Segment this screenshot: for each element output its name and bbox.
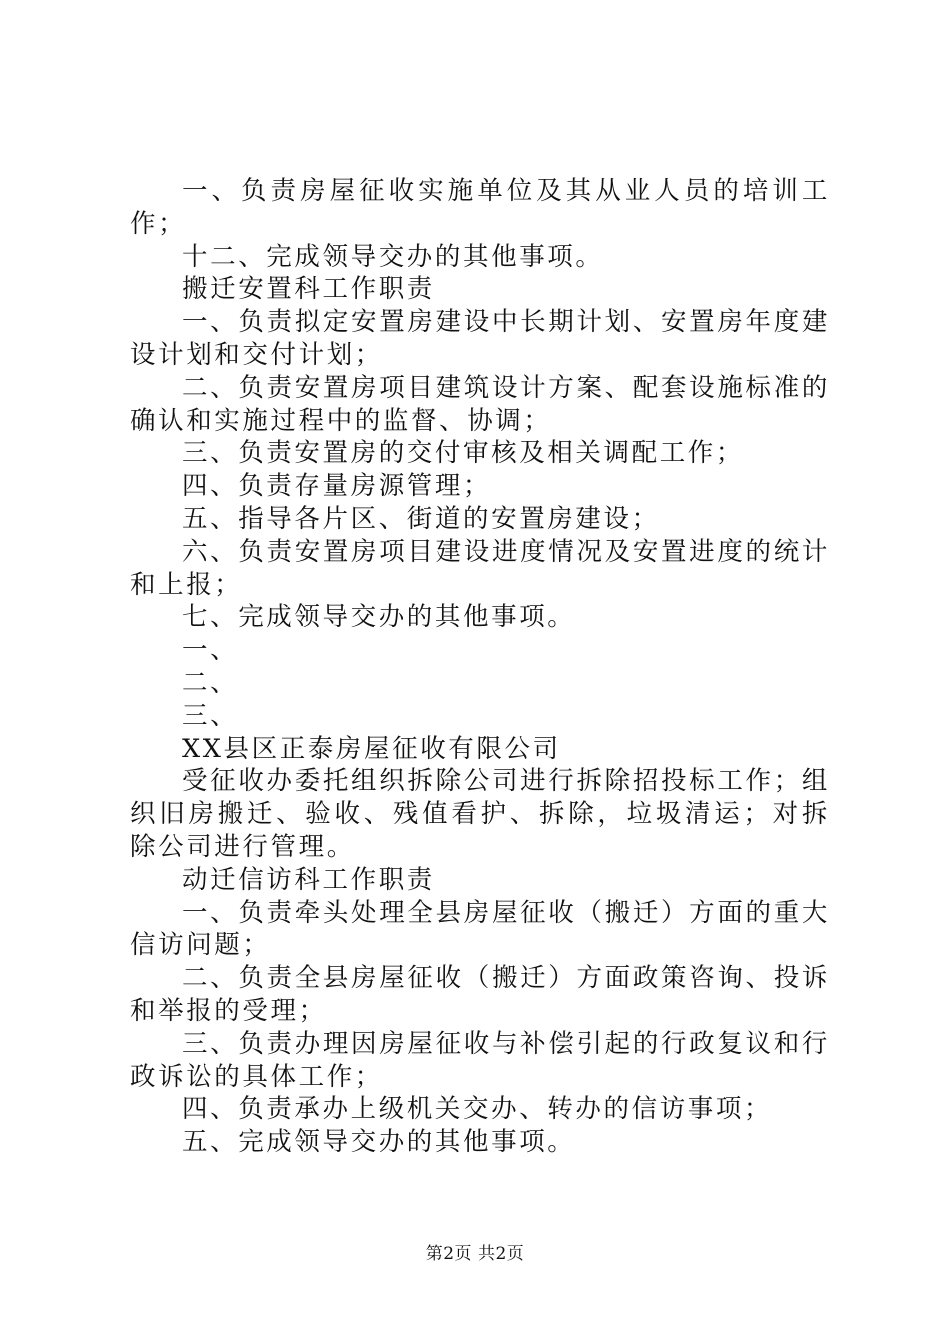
page-number-footer: 第2页 共2页 <box>425 1244 525 1264</box>
document-body <box>130 175 830 1159</box>
paragraph: 二、负责安置房项目建筑设计方案、配套设施标准的确认和实施过程中的监督、协调； <box>130 372 830 436</box>
paragraph: 受征收办委托组织拆除公司进行拆除招投标工作；组织旧房搬迁、验收、残值看护、拆除，垃圾清运；对拆除公司进行管理。 <box>130 766 830 862</box>
paragraph: 十二、完成领导交办的其他事项。 <box>182 241 604 272</box>
paragraph: 一、 <box>182 635 239 666</box>
paragraph: 一、负责牵头处理全县房屋征收（搬迁）方面的重大信访问题； <box>130 897 830 961</box>
section-heading: XX县区正泰房屋征收有限公司 <box>182 733 561 764</box>
paragraph: 一、负责拟定安置房建设中长期计划、安置房年度建设计划和交付计划； <box>130 307 830 370</box>
section-heading: 动迁信访科工作职责 <box>182 864 435 895</box>
paragraph: 四、负责存量房源管理； <box>182 471 492 502</box>
paragraph: 三、 <box>182 700 239 731</box>
paragraph: 二、 <box>182 667 239 698</box>
paragraph: 四、负责承办上级机关交办、转办的信访事项； <box>182 1094 773 1125</box>
paragraph: 六、负责安置房项目建设进度情况及安置进度的统计和上报； <box>130 536 830 600</box>
paragraph: 一、负责房屋征收实施单位及其从业人员的培训工作； <box>130 176 830 239</box>
section-heading: 搬迁安置科工作职责 <box>182 274 435 305</box>
paragraph: 七、完成领导交办的其他事项。 <box>182 602 576 633</box>
paragraph: 五、完成领导交办的其他事项。 <box>182 1127 576 1158</box>
paragraph: 三、负责办理因房屋征收与补偿引起的行政复议和行政诉讼的具体工作； <box>130 1028 830 1092</box>
paragraph: 二、负责全县房屋征收（搬迁）方面政策咨询、投诉和举报的受理； <box>130 963 830 1026</box>
paragraph: 三、负责安置房的交付审核及相关调配工作； <box>182 438 745 469</box>
paragraph: 五、指导各片区、街道的安置房建设； <box>182 503 660 534</box>
